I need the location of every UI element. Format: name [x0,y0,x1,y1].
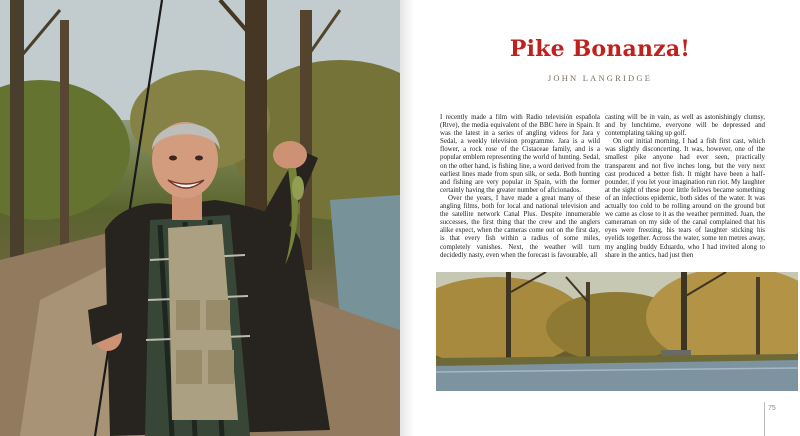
body-paragraph: Over the years, I have made a great many of these angling films, both for local and national television and the satellite network Canal Plus. Despite innumerable successes, the first thing that the crew and the anglers alike expect, when the cameras come out on the first day, is that every fish within a radius of some miles, completely vanishes. Next, the weather will turn decidedly nasty, even when the forecast is favourable, all [440,194,600,259]
page-number: 75 [768,405,776,412]
page-number-rule [764,402,765,436]
body-column-right [605,114,765,266]
body-column-left [440,114,600,266]
canal-photo [436,272,798,391]
article-title: Pike Bonanza! [509,36,691,62]
body-paragraph: I recently made a film with Radio televisión española (Rtve), the media equivalent of the BBC here in Spain. It was the latest in a series of angling videos for Jara y Sedal, a weekly television programme. Jara is a wild flower, a rock rose of the Cistaceae family, and is a popular emblem representing the world of hunting. Sedal, on the other hand, is fishing line, a word derived from the earliest lines made from spun silk, or seda. Both hunting and fishing are very popular in Spain, with the former certainly having the greater number of aficionados. [440,114,600,194]
body-paragraph: casting will be in vain, as well as astonishingly clumsy, and by lunchtime, everyone will be depressed and contemplating taking up golf. [605,114,765,138]
body-paragraph: On our initial morning, I had a fish first cast, which was slightly disconcerting. It was, however, one of the smallest pike anyone had ever seen, practically transparent and not five inches long, but the very next cast produced a better fish. It might have been a half-pounder, if you let your imagination run riot. My laughter at the sight of these poor little fellows became something of an infectious epidemic, both sides of the water. It was actually too cold to be rolling around on the ground but we came as close to it as the weather permitted. Juan, the cameraman on my side of the canal complained that his eyes were freezing, his tears of laughter sticking his eyelids together. Across the water, some ten metres away, my angling buddy Eduardo, who I had invited along to share in the antics, had just then [605,138,765,259]
article-author: JOHN LANGRIDGE [547,73,653,83]
gutter-shadow [400,0,414,436]
canal-photo-illustration [436,272,798,391]
